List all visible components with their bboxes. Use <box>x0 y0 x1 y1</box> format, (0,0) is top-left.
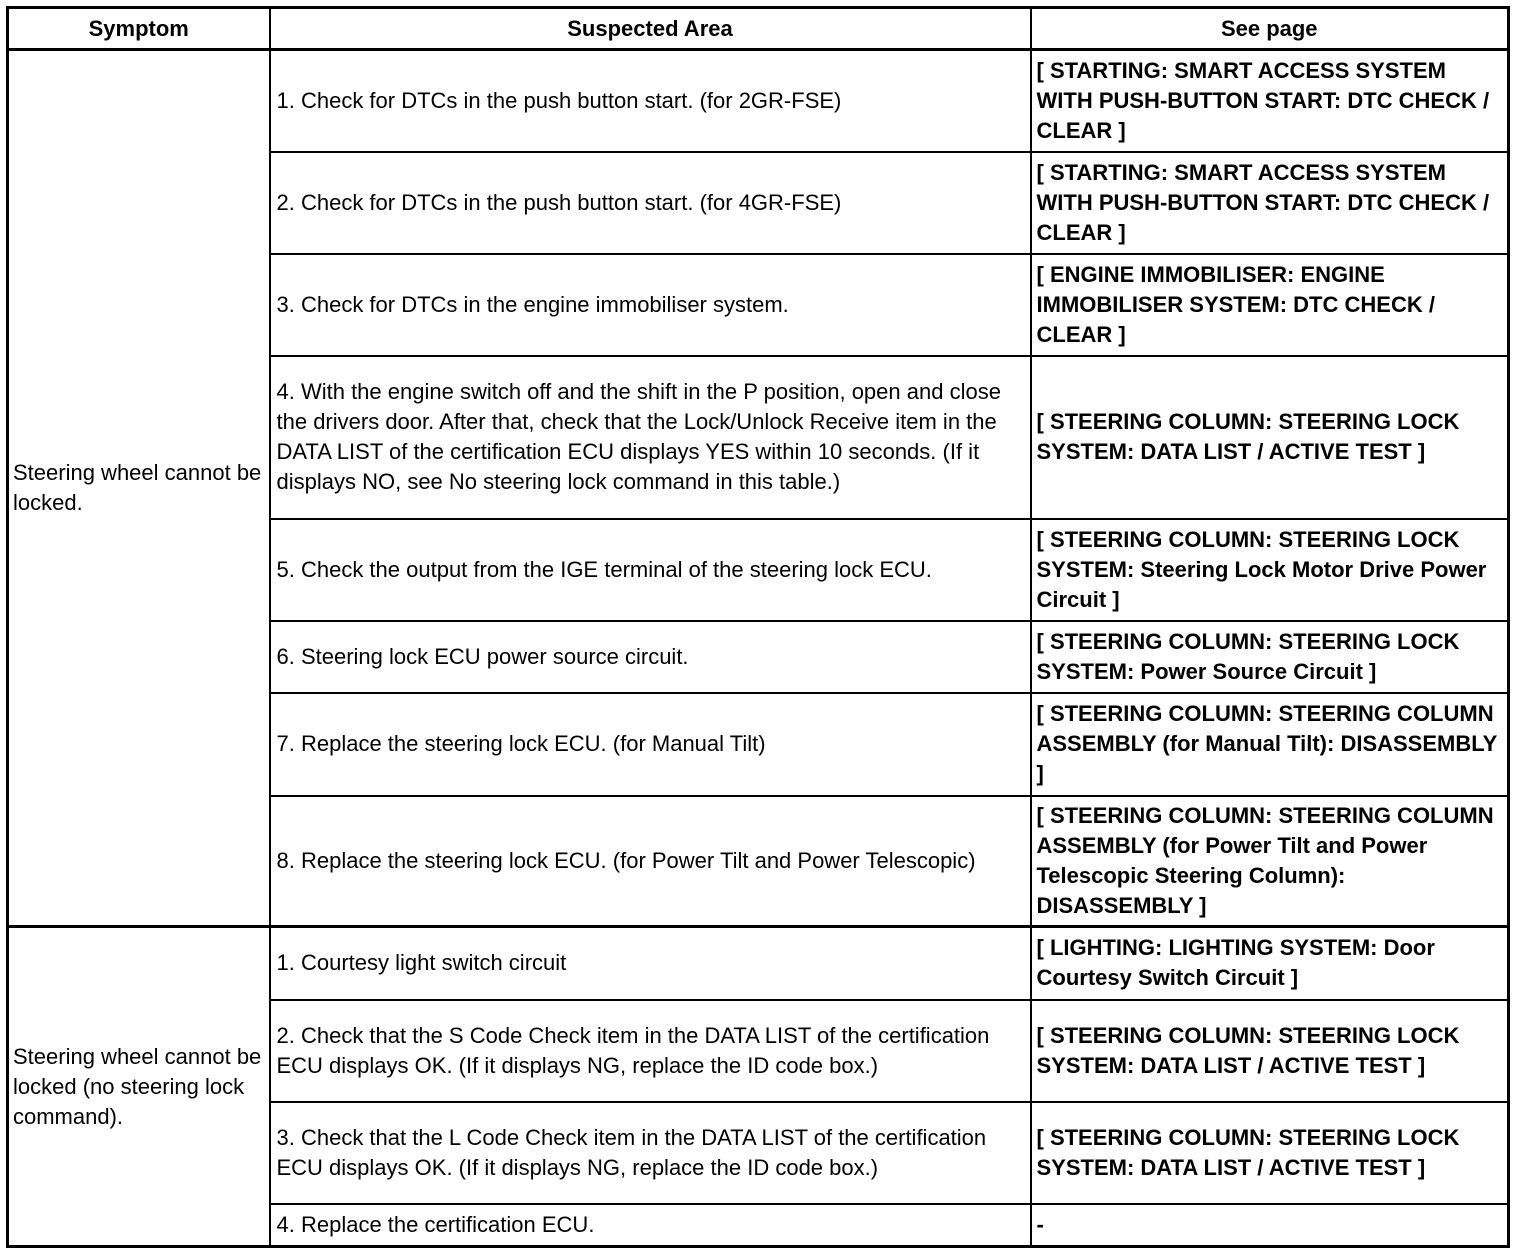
symptom-cell: Steering wheel cannot be locked (no steering lock command). <box>8 927 270 1247</box>
see-page-cell: [ STEERING COLUMN: STEERING LOCK SYSTEM: DATA LIST / ACTIVE TEST ] <box>1031 356 1509 519</box>
suspected-area-cell: 4. Replace the certification ECU. <box>270 1204 1031 1247</box>
see-page-cell: [ STEERING COLUMN: STEERING LOCK SYSTEM: DATA LIST / ACTIVE TEST ] <box>1031 1000 1509 1102</box>
suspected-area-cell: 3. Check that the L Code Check item in the DATA LIST of the certification ECU displays OK. (If it displays NG, replace the ID code box.) <box>270 1102 1031 1204</box>
header-see-page: See page <box>1031 8 1509 50</box>
suspected-area-cell: 8. Replace the steering lock ECU. (for Power Tilt and Power Telescopic) <box>270 796 1031 927</box>
see-page-cell: [ STEERING COLUMN: STEERING LOCK SYSTEM: Power Source Circuit ] <box>1031 621 1509 693</box>
see-page-cell: [ ENGINE IMMOBILISER: ENGINE IMMOBILISER SYSTEM: DTC CHECK / CLEAR ] <box>1031 254 1509 356</box>
see-page-cell: [ STARTING: SMART ACCESS SYSTEM WITH PUSH-BUTTON START: DTC CHECK / CLEAR ] <box>1031 50 1509 152</box>
see-page-cell: - <box>1031 1204 1509 1247</box>
see-page-cell: [ STARTING: SMART ACCESS SYSTEM WITH PUSH-BUTTON START: DTC CHECK / CLEAR ] <box>1031 152 1509 254</box>
see-page-cell: [ LIGHTING: LIGHTING SYSTEM: Door Courtesy Switch Circuit ] <box>1031 927 1509 1000</box>
header-symptom: Symptom <box>8 8 270 50</box>
suspected-area-cell: 1. Courtesy light switch circuit <box>270 927 1031 1000</box>
see-page-cell: [ STEERING COLUMN: STEERING LOCK SYSTEM: DATA LIST / ACTIVE TEST ] <box>1031 1102 1509 1204</box>
table-row <box>8 50 1509 152</box>
suspected-area-cell: 1. Check for DTCs in the push button start. (for 2GR-FSE) <box>270 50 1031 152</box>
see-page-cell: [ STEERING COLUMN: STEERING LOCK SYSTEM: Steering Lock Motor Drive Power Circuit ] <box>1031 519 1509 621</box>
table-row <box>8 927 1509 1000</box>
suspected-area-cell: 6. Steering lock ECU power source circuit. <box>270 621 1031 693</box>
troubleshooting-table <box>6 6 1510 1248</box>
suspected-area-cell: 3. Check for DTCs in the engine immobiliser system. <box>270 254 1031 356</box>
header-suspected-area: Suspected Area <box>270 8 1031 50</box>
suspected-area-cell: 4. With the engine switch off and the shift in the P position, open and close the drivers door. After that, check that the Lock/Unlock Receive item in the DATA LIST of the certification ECU displays YES within 10 seconds. (If it displays NO, see No steering lock command in this table.) <box>270 356 1031 519</box>
see-page-cell: [ STEERING COLUMN: STEERING COLUMN ASSEMBLY (for Power Tilt and Power Telescopic Steering Column): DISASSEMBLY ] <box>1031 796 1509 927</box>
suspected-area-cell: 7. Replace the steering lock ECU. (for Manual Tilt) <box>270 693 1031 796</box>
symptom-cell: Steering wheel cannot be locked. <box>8 50 270 927</box>
suspected-area-cell: 2. Check that the S Code Check item in the DATA LIST of the certification ECU displays OK. (If it displays NG, replace the ID code box.) <box>270 1000 1031 1102</box>
see-page-cell: [ STEERING COLUMN: STEERING COLUMN ASSEMBLY (for Manual Tilt): DISASSEMBLY ] <box>1031 693 1509 796</box>
header-row <box>8 8 1509 50</box>
suspected-area-cell: 2. Check for DTCs in the push button start. (for 4GR-FSE) <box>270 152 1031 254</box>
suspected-area-cell: 5. Check the output from the IGE terminal of the steering lock ECU. <box>270 519 1031 621</box>
